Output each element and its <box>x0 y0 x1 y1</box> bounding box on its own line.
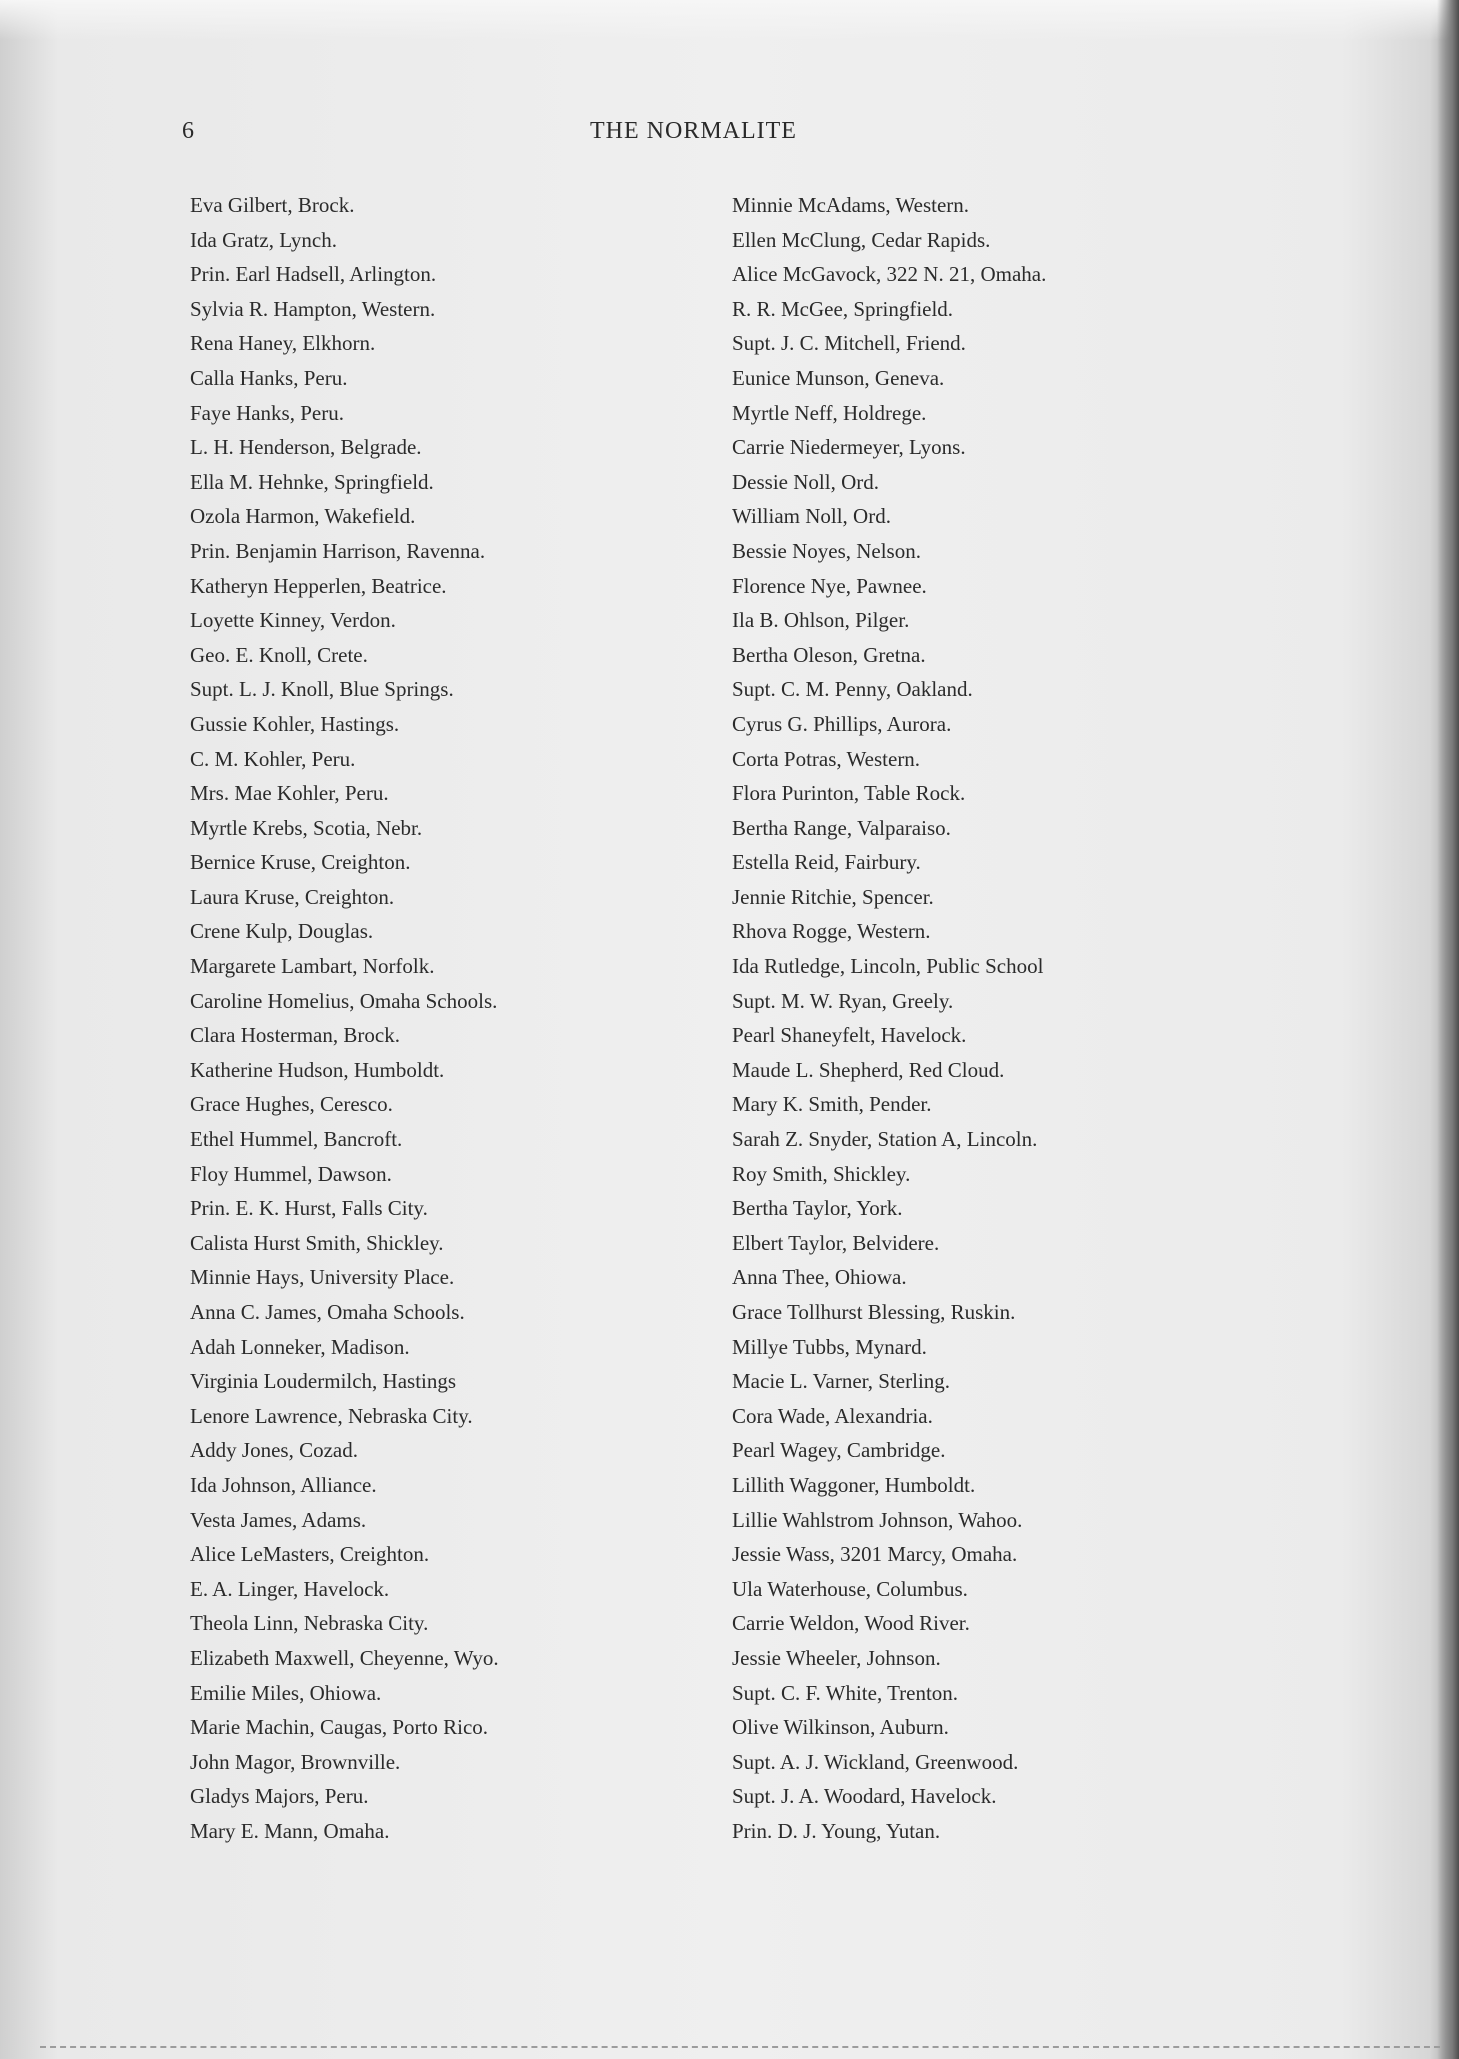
list-item: Calista Hurst Smith, Shickley. <box>190 1230 444 1255</box>
list-item: William Noll, Ord. <box>732 504 891 529</box>
list-item: Supt. J. C. Mitchell, Friend. <box>732 331 966 356</box>
list-item: Prin. Earl Hadsell, Arlington. <box>190 262 437 287</box>
list-item: Virginia Loudermilch, Hastings <box>190 1369 457 1394</box>
list-item: Clara Hosterman, Brock. <box>190 1023 400 1048</box>
list-item: Supt. C. M. Penny, Oakland. <box>732 677 973 702</box>
page-number: 6 <box>182 118 194 144</box>
list-item: Prin. Benjamin Harrison, Ravenna. <box>190 538 486 563</box>
list-item: Bessie Noyes, Nelson. <box>732 538 921 563</box>
list-item: Adah Lonneker, Madison. <box>190 1334 410 1359</box>
list-item: Katherine Hudson, Humboldt. <box>190 1057 445 1082</box>
list-item: R. R. McGee, Springfield. <box>732 296 954 321</box>
list-item: Supt. A. J. Wickland, Greenwood. <box>732 1749 1019 1774</box>
list-item: Carrie Niedermeyer, Lyons. <box>732 435 966 460</box>
list-item: Gladys Majors, Peru. <box>190 1784 369 1809</box>
list-item: Emilie Miles, Ohiowa. <box>190 1680 382 1705</box>
list-item: Floy Hummel, Dawson. <box>190 1161 392 1186</box>
list-item: Cora Wade, Alexandria. <box>732 1403 933 1428</box>
list-item: Eva Gilbert, Brock. <box>190 193 355 217</box>
list-item: Minnie Hays, University Place. <box>190 1265 455 1290</box>
list-item: Caroline Homelius, Omaha Schools. <box>190 988 498 1013</box>
list-item: Supt. L. J. Knoll, Blue Springs. <box>190 677 454 702</box>
list-item: Jessie Wass, 3201 Marcy, Omaha. <box>732 1542 1018 1567</box>
list-item: Corta Potras, Western. <box>732 746 921 771</box>
list-item: Bertha Oleson, Gretna. <box>732 642 926 667</box>
list-item: Florence Nye, Pawnee. <box>732 573 927 598</box>
list-item: Lillith Waggoner, Humboldt. <box>732 1472 976 1497</box>
list-item: Lenore Lawrence, Nebraska City. <box>190 1403 473 1428</box>
list-item: Bertha Range, Valparaiso. <box>732 815 951 840</box>
list-item: L. H. Henderson, Belgrade. <box>190 435 422 460</box>
list-item: Prin. E. K. Hurst, Falls City. <box>190 1196 428 1221</box>
list-item: Gussie Kohler, Hastings. <box>190 711 400 736</box>
list-item: Ella M. Hehnke, Springfield. <box>190 469 434 494</box>
list-item: Geo. E. Knoll, Crete. <box>190 642 368 667</box>
list-item: Bertha Taylor, York. <box>732 1196 903 1221</box>
list-item: Ida Johnson, Alliance. <box>190 1472 377 1497</box>
list-item: Mary E. Mann, Omaha. <box>190 1818 390 1843</box>
list-item: Loyette Kinney, Verdon. <box>190 608 396 633</box>
list-item: Jessie Wheeler, Johnson. <box>732 1645 941 1670</box>
list-item: Mrs. Mae Kohler, Peru. <box>190 781 389 806</box>
name-list-right-column <box>732 188 1252 1849</box>
list-item: Theola Linn, Nebraska City. <box>190 1611 429 1636</box>
list-item: Supt. M. W. Ryan, Greely. <box>732 988 954 1013</box>
list-item: Bernice Kruse, Creighton. <box>190 850 411 875</box>
list-item: Sarah Z. Snyder, Station A, Lincoln. <box>732 1127 1038 1152</box>
list-item: Lillie Wahlstrom Johnson, Wahoo. <box>732 1507 1023 1532</box>
list-item: Anna Thee, Ohiowa. <box>732 1265 907 1290</box>
list-item: Rhova Rogge, Western. <box>732 919 931 944</box>
list-item: Ozola Harmon, Wakefield. <box>190 504 416 529</box>
list-item: E. A. Linger, Havelock. <box>190 1576 390 1601</box>
list-item: Alice LeMasters, Creighton. <box>190 1542 430 1567</box>
list-item: Roy Smith, Shickley. <box>732 1161 911 1186</box>
list-item: Myrtle Neff, Holdrege. <box>732 400 927 425</box>
list-item: Ethel Hummel, Bancroft. <box>190 1127 403 1152</box>
list-item: Myrtle Krebs, Scotia, Nebr. <box>190 815 423 840</box>
list-item: Jennie Ritchie, Spencer. <box>732 884 934 909</box>
list-item: Supt. C. F. White, Trenton. <box>732 1680 959 1705</box>
list-item: Crene Kulp, Douglas. <box>190 919 374 944</box>
list-item: Pearl Wagey, Cambridge. <box>732 1438 946 1463</box>
list-item: Vesta James, Adams. <box>190 1507 367 1532</box>
list-item: Katheryn Hepperlen, Beatrice. <box>190 573 447 598</box>
list-item: Elbert Taylor, Belvidere. <box>732 1230 940 1255</box>
list-item: Mary K. Smith, Pender. <box>732 1092 932 1117</box>
list-item: Millye Tubbs, Mynard. <box>732 1334 927 1359</box>
list-item: Olive Wilkinson, Auburn. <box>732 1715 949 1740</box>
list-item: Minnie McAdams, Western. <box>732 193 970 217</box>
list-item: Pearl Shaneyfelt, Havelock. <box>732 1023 967 1048</box>
list-item: Rena Haney, Elkhorn. <box>190 331 376 356</box>
list-item: Ellen McClung, Cedar Rapids. <box>732 227 991 252</box>
list-item: Elizabeth Maxwell, Cheyenne, Wyo. <box>190 1645 499 1670</box>
running-header-title: THE NORMALITE <box>590 118 797 144</box>
list-item: Maude L. Shepherd, Red Cloud. <box>732 1057 1005 1082</box>
list-item: Margarete Lambart, Norfolk. <box>190 954 435 979</box>
list-item: Macie L. Varner, Sterling. <box>732 1369 951 1394</box>
list-item: Faye Hanks, Peru. <box>190 400 344 425</box>
list-item: Supt. J. A. Woodard, Havelock. <box>732 1784 997 1809</box>
page-bottom-edge <box>40 2046 1440 2048</box>
list-item: Addy Jones, Cozad. <box>190 1438 358 1463</box>
list-item: C. M. Kohler, Peru. <box>190 746 356 771</box>
list-item: Laura Kruse, Creighton. <box>190 884 395 909</box>
list-item: Alice McGavock, 322 N. 21, Omaha. <box>732 262 1047 287</box>
list-item: Ida Rutledge, Lincoln, Public School <box>732 954 1044 979</box>
list-item: Ula Waterhouse, Columbus. <box>732 1576 968 1601</box>
list-item: Dessie Noll, Ord. <box>732 469 879 494</box>
list-item: Estella Reid, Fairbury. <box>732 850 921 875</box>
list-item: Ila B. Ohlson, Pilger. <box>732 608 910 633</box>
list-item: Sylvia R. Hampton, Western. <box>190 296 436 321</box>
page-top-margin <box>0 0 1459 40</box>
list-item: Eunice Munson, Geneva. <box>732 365 945 390</box>
list-item: Prin. D. J. Young, Yutan. <box>732 1818 941 1843</box>
list-item: Marie Machin, Caugas, Porto Rico. <box>190 1715 489 1740</box>
list-item: Cyrus G. Phillips, Aurora. <box>732 711 952 736</box>
list-item: Anna C. James, Omaha Schools. <box>190 1300 465 1324</box>
list-item: Grace Tollhurst Blessing, Ruskin. <box>732 1300 1016 1324</box>
list-item: Flora Purinton, Table Rock. <box>732 781 966 806</box>
list-item: Grace Hughes, Ceresco. <box>190 1092 393 1117</box>
list-item: Calla Hanks, Peru. <box>190 365 348 390</box>
list-item: Carrie Weldon, Wood River. <box>732 1611 970 1636</box>
page-edge-shadow <box>1437 0 1459 2059</box>
list-item: Ida Gratz, Lynch. <box>190 227 337 252</box>
list-item: John Magor, Brownville. <box>190 1749 401 1774</box>
name-list-left-column <box>190 188 670 1849</box>
